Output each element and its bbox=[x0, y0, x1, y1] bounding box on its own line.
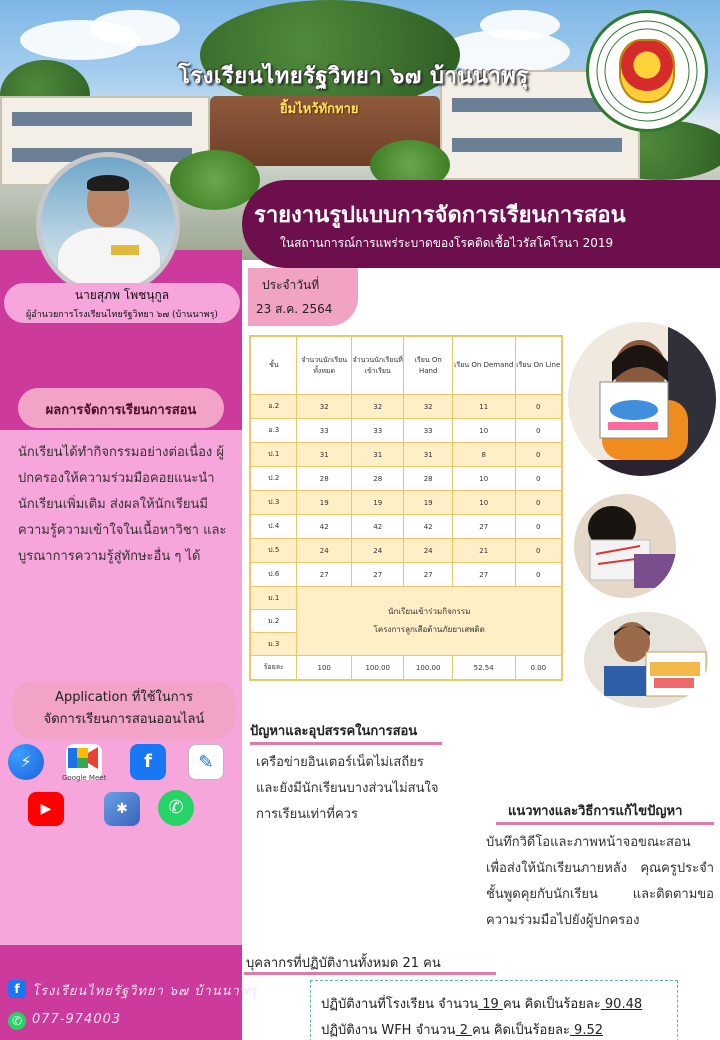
table-cell: 24 bbox=[404, 539, 452, 563]
col-header-ondemand: เรียน On Demand bbox=[452, 337, 515, 395]
table-cell: 31 bbox=[351, 443, 404, 467]
table-row bbox=[251, 563, 562, 587]
apps-heading-line2: จัดการเรียนการสอนออนไลน์ bbox=[43, 712, 205, 727]
table-row bbox=[251, 515, 562, 539]
pen-icon[interactable]: ✎ bbox=[188, 744, 224, 780]
solutions-text: บันทึกวิดีโอและภาพหน้าจอขณะสอน เพื่อส่งให้นักเรียนภายหลัง คุณครูประจำชั้นพูดคุยกับนักเรียน และติดตามขอความร่วมมือไปยังผู้ปกครอง bbox=[486, 835, 714, 928]
col-header-class: ชั้น bbox=[251, 337, 297, 395]
table-cell: 27 bbox=[452, 563, 515, 587]
table-cell: 0 bbox=[515, 539, 562, 563]
table-row bbox=[251, 419, 562, 443]
table-cell: 19 bbox=[404, 491, 452, 515]
table-cell: 0 bbox=[515, 491, 562, 515]
table-cell: 19 bbox=[351, 491, 404, 515]
table-cell: 0 bbox=[515, 419, 562, 443]
solutions-heading: แนวทางและวิธีการแก้ไขปัญหา bbox=[508, 804, 683, 819]
table-cell: 28 bbox=[351, 467, 404, 491]
staff-school-mid: คน คิดเป็นร้อยละ bbox=[502, 997, 601, 1012]
secondary-note-line2: โครงการลูกเสือต้านภัยยาเสพติด bbox=[373, 625, 485, 634]
table-cell: 27 bbox=[297, 563, 352, 587]
principal-title: ผู้อำนวยการโรงเรียนไทยรัฐวิทยา ๖๗ (บ้านนาพรุ) bbox=[26, 310, 218, 320]
col-header-onhand: เรียน On Hand bbox=[404, 337, 452, 395]
principal-photo bbox=[36, 152, 180, 296]
table-row bbox=[251, 491, 562, 515]
phone-number: 077-974003 bbox=[32, 1012, 122, 1027]
results-heading-pill bbox=[18, 388, 224, 428]
table-cell: 31 bbox=[404, 443, 452, 467]
principal-name: นายสุภพ โพชนุกูล bbox=[74, 288, 170, 302]
staff-summary-box bbox=[310, 980, 678, 1040]
table-cell: ป.2 bbox=[251, 467, 297, 491]
table-cell: ป.4 bbox=[251, 515, 297, 539]
phone-small-icon: ✆ bbox=[8, 1012, 26, 1030]
student-photo-1 bbox=[568, 322, 716, 476]
table-cell: 0 bbox=[515, 467, 562, 491]
facebook-page-name: โรงเรียนไทยรัฐวิทยา ๖๗ บ้านนาพรุ bbox=[32, 984, 258, 999]
table-cell: 27 bbox=[404, 563, 452, 587]
table-row bbox=[251, 467, 562, 491]
table-cell: 100 bbox=[297, 656, 352, 680]
table-cell: ป.5 bbox=[251, 539, 297, 563]
principal-caption bbox=[4, 283, 240, 323]
col-header-attending: จำนวนนักเรียนที่เข้าเรียน bbox=[351, 337, 404, 395]
date-label: ประจำวันที่ bbox=[262, 278, 320, 292]
table-cell: 27 bbox=[452, 515, 515, 539]
table-cell: 33 bbox=[297, 419, 352, 443]
table-cell: 10 bbox=[452, 467, 515, 491]
table-cell: 11 bbox=[452, 395, 515, 419]
staff-wfh-percent: 9.52 bbox=[569, 1023, 603, 1038]
staff-school-prefix: ปฏิบัติงานที่โรงเรียน จำนวน bbox=[321, 997, 479, 1012]
table-cell: 24 bbox=[297, 539, 352, 563]
table-cell: ร้อยละ bbox=[251, 656, 297, 680]
student-photo-2 bbox=[574, 494, 676, 598]
table-cell: ม.2 bbox=[251, 610, 297, 633]
youtube-icon[interactable]: ▶ bbox=[28, 792, 64, 826]
apps-heading-pill bbox=[12, 681, 236, 739]
report-subtitle: ในสถานการณ์การแพร่ระบาดของโรคติดเชื้อไวรัสโคโรนา 2019 bbox=[280, 236, 614, 250]
table-row bbox=[251, 443, 562, 467]
staff-school-percent: 90.48 bbox=[600, 997, 643, 1012]
staff-wfh-prefix: ปฏิบัติงาน WFH จำนวน bbox=[321, 1023, 456, 1038]
table-cell: 28 bbox=[297, 467, 352, 491]
staff-heading: บุคลากรที่ปฏิบัติงานทั้งหมด 21 คน bbox=[246, 956, 441, 971]
school-motto: ยิ้มไหว้ทักทาย bbox=[280, 102, 359, 117]
table-cell: 100.00 bbox=[404, 656, 452, 680]
table-cell: 8 bbox=[452, 443, 515, 467]
col-header-total: จำนวนนักเรียนทั้งหมด bbox=[297, 337, 352, 395]
school-name: โรงเรียนไทยรัฐวิทยา ๖๗ บ้านนาพรุ bbox=[178, 63, 529, 89]
contact-facebook[interactable] bbox=[8, 980, 258, 1000]
secondary-note-line1: นักเรียนเข้าร่วมกิจกรรม bbox=[387, 607, 471, 616]
facebook-icon[interactable]: f bbox=[130, 744, 166, 780]
problems-heading: ปัญหาและอุปสรรคในการสอน bbox=[250, 724, 418, 739]
table-total-row bbox=[251, 656, 562, 680]
staff-school-line bbox=[321, 993, 642, 1014]
table-cell: 19 bbox=[297, 491, 352, 515]
results-heading: ผลการจัดการเรียนการสอน bbox=[45, 403, 197, 418]
table-cell: 52.54 bbox=[452, 656, 515, 680]
results-text: นักเรียนได้ทำกิจกรรมอย่างต่อเนื่อง ผู้ปกครองให้ความร่วมมือคอยแนะนำนักเรียนเพิ่มเติม ส่งผลให้นักเรียนมีความรู้ความเข้าใจในเนื้อหาวิชา และบูรณาการความรู้สู่ทักษะอื่น ๆ ได้ bbox=[18, 445, 227, 564]
table-cell: 0 bbox=[515, 395, 562, 419]
table-cell: 31 bbox=[297, 443, 352, 467]
student-photo-3 bbox=[584, 612, 708, 708]
apps-heading-line1: Application ที่ใช้ในการ bbox=[55, 690, 193, 705]
school-logo bbox=[586, 10, 708, 132]
problems-underline bbox=[250, 742, 442, 745]
table-cell: อ.3 bbox=[251, 419, 297, 443]
table-cell: 100.00 bbox=[351, 656, 404, 680]
col-header-online: เรียน On Line bbox=[515, 337, 562, 395]
table-cell: 33 bbox=[404, 419, 452, 443]
table-cell: 42 bbox=[351, 515, 404, 539]
table-cell: ป.6 bbox=[251, 563, 297, 587]
table-cell: อ.2 bbox=[251, 395, 297, 419]
report-date: 23 ส.ค. 2564 bbox=[256, 302, 333, 316]
report-title-band bbox=[242, 180, 720, 268]
table-cell: 10 bbox=[452, 491, 515, 515]
table-row bbox=[251, 395, 562, 419]
table-cell: ม.3 bbox=[251, 633, 297, 656]
left-column bbox=[0, 250, 242, 1040]
table-cell: ม.1 bbox=[251, 587, 297, 610]
date-pill bbox=[248, 268, 358, 326]
attendance-table bbox=[250, 336, 562, 680]
table-cell: ป.1 bbox=[251, 443, 297, 467]
problems-text: เครือข่ายอินเตอร์เน็ตไม่เสถียร และยังมีนักเรียนบางส่วนไม่สนใจการเรียนเท่าที่ควร bbox=[256, 755, 439, 822]
table-row bbox=[251, 587, 562, 610]
report-title: รายงานรูปแบบการจัดการเรียนการสอน bbox=[254, 203, 626, 228]
table-cell: 32 bbox=[404, 395, 452, 419]
table-cell: 0 bbox=[515, 515, 562, 539]
table-cell: 32 bbox=[351, 395, 404, 419]
table-cell: ป.3 bbox=[251, 491, 297, 515]
table-cell: 33 bbox=[351, 419, 404, 443]
staff-wfh-line bbox=[321, 1019, 603, 1040]
staff-underline bbox=[244, 972, 496, 975]
google-meet-caption: Google Meet bbox=[62, 774, 107, 782]
video-icon[interactable]: ✱ bbox=[104, 792, 140, 826]
table-cell: 42 bbox=[404, 515, 452, 539]
logo-emblem bbox=[619, 39, 675, 103]
table-cell: 21 bbox=[452, 539, 515, 563]
table-cell: 0.00 bbox=[515, 656, 562, 680]
phone-icon[interactable]: ✆ bbox=[158, 790, 194, 826]
messenger-icon[interactable]: ⚡ bbox=[8, 744, 44, 780]
facebook-small-icon: f bbox=[8, 980, 26, 998]
table-cell: 10 bbox=[452, 419, 515, 443]
secondary-note-cell bbox=[297, 587, 562, 656]
table-cell: 27 bbox=[351, 563, 404, 587]
table-cell: 32 bbox=[297, 395, 352, 419]
staff-wfh-mid: คน คิดเป็นร้อยละ bbox=[472, 1023, 570, 1038]
contact-phone[interactable] bbox=[8, 1012, 240, 1032]
table-cell: 0 bbox=[515, 443, 562, 467]
table-cell: 42 bbox=[297, 515, 352, 539]
table-cell: 0 bbox=[515, 563, 562, 587]
table-cell: 28 bbox=[404, 467, 452, 491]
staff-wfh-count: 2 bbox=[455, 1023, 473, 1038]
table-cell: 24 bbox=[351, 539, 404, 563]
table-row bbox=[251, 539, 562, 563]
table-header-row bbox=[251, 337, 562, 395]
staff-school-count: 19 bbox=[478, 997, 503, 1012]
solutions-underline bbox=[496, 822, 714, 825]
